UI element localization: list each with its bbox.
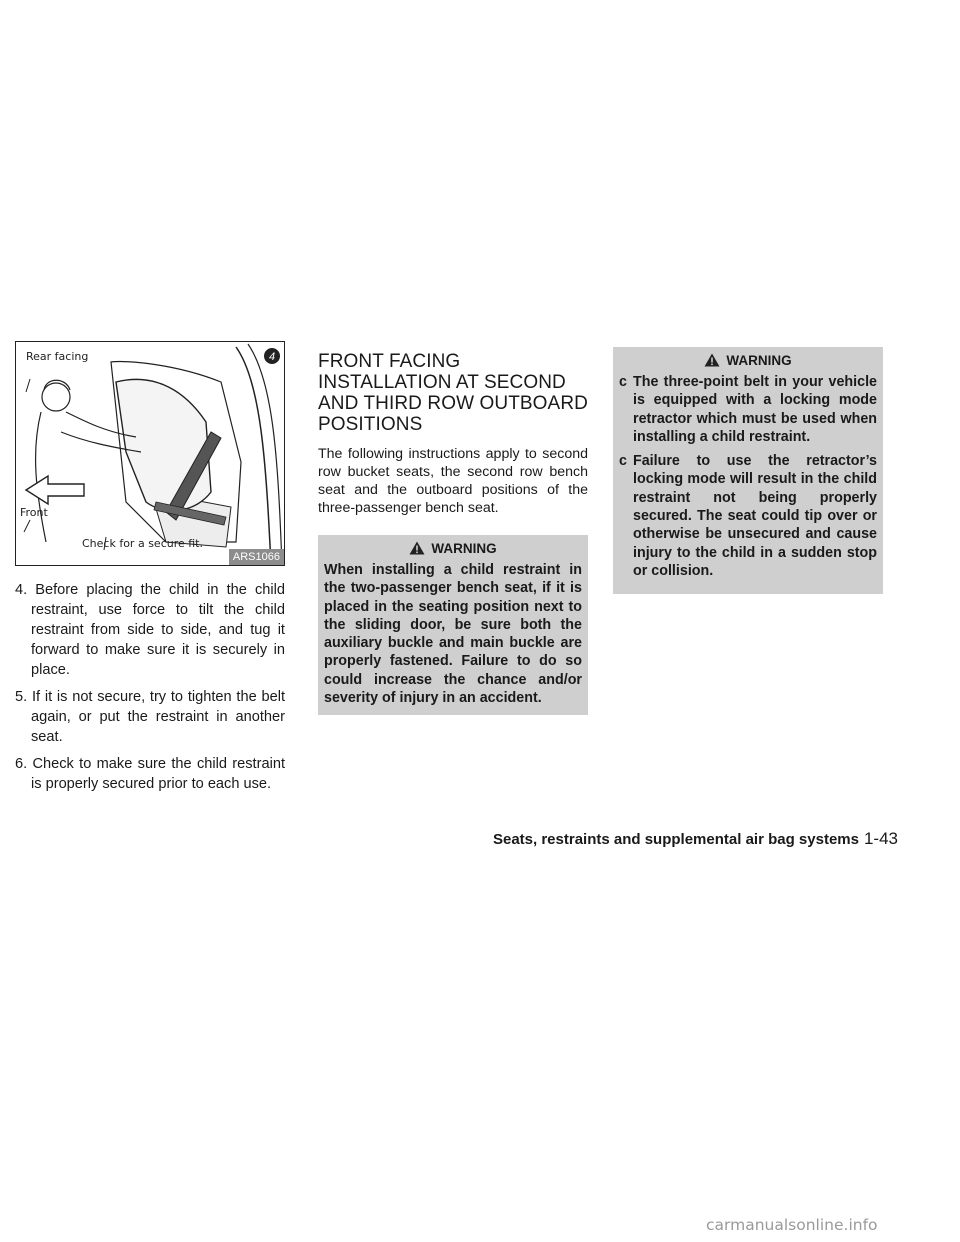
right-column: [613, 341, 883, 594]
page-footer: [468, 829, 898, 851]
warning-box: [613, 347, 883, 594]
step-item: 4. Before placing the child in the child restraint, use force to tilt the child restraint from side to side, and tug it forward to make sure it is securely in place.: [15, 582, 285, 678]
bullet-text: Failure to use the retractor’s locking mode will result in the child restraint not being properly secured. The seat could tip over or otherwise be unsecured and cause injury to the child in a sudden stop or collision.: [633, 453, 877, 579]
warning-header: [324, 535, 582, 561]
rear-facing-seat-figure: [15, 341, 285, 566]
warning-bullets: [619, 373, 877, 580]
bullet-mark: c: [619, 374, 627, 390]
front-label: Front: [20, 506, 48, 519]
page-number: 1-43: [863, 829, 898, 848]
warning-bullet-item: [619, 373, 877, 446]
warning-title: WARNING: [431, 540, 497, 556]
left-column: [15, 341, 285, 801]
warning-header: [619, 347, 877, 373]
warning-triangle-icon: [409, 541, 425, 555]
bullet-text: The three-point belt in your vehicle is equipped with a locking mode retractor which must be used when installing a child restraint.: [633, 374, 877, 445]
figure-code: ARS1066: [229, 549, 284, 565]
middle-column: [318, 341, 588, 715]
section-heading: FRONT FACING INSTALLATION AT SECOND AND THIRD ROW OUTBOARD POSITIONS: [318, 351, 588, 435]
warning-triangle-icon: [704, 353, 720, 367]
step-item: 6. Check to make sure the child restraint is properly secured prior to each use.: [15, 756, 285, 792]
steps-list: [15, 580, 285, 794]
warning-box: [318, 535, 588, 715]
child-seat-illustration: [16, 342, 284, 565]
intro-paragraph: The following instructions apply to second row bucket seats, the second row bench seat and the outboard positions of the three-passenger bench seat.: [318, 446, 588, 516]
footer-title: Seats, restraints and supplemental air bag systems: [492, 831, 859, 848]
check-fit-label: Check for a secure fit.: [82, 537, 203, 550]
warning-bullet-item: [619, 452, 877, 580]
warning-text: [324, 561, 582, 707]
warning-title: WARNING: [726, 352, 792, 368]
watermark: carmanualsonline.info: [706, 1216, 878, 1234]
step-item: 5. If it is not secure, try to tighten the belt again, or put the restraint in another seat.: [15, 689, 285, 745]
bullet-mark: c: [619, 453, 627, 470]
svg-text:4: 4: [268, 351, 276, 363]
rear-facing-label: Rear facing: [26, 350, 89, 363]
warning-paragraph: When installing a child restraint in the two-passenger bench seat, if it is placed in the seating position next to the sliding door, be sure both the auxiliary buckle and main buckle are properly fastened. Failure to do so could increase the chance and/or severity of injury in an accident.: [324, 562, 582, 707]
